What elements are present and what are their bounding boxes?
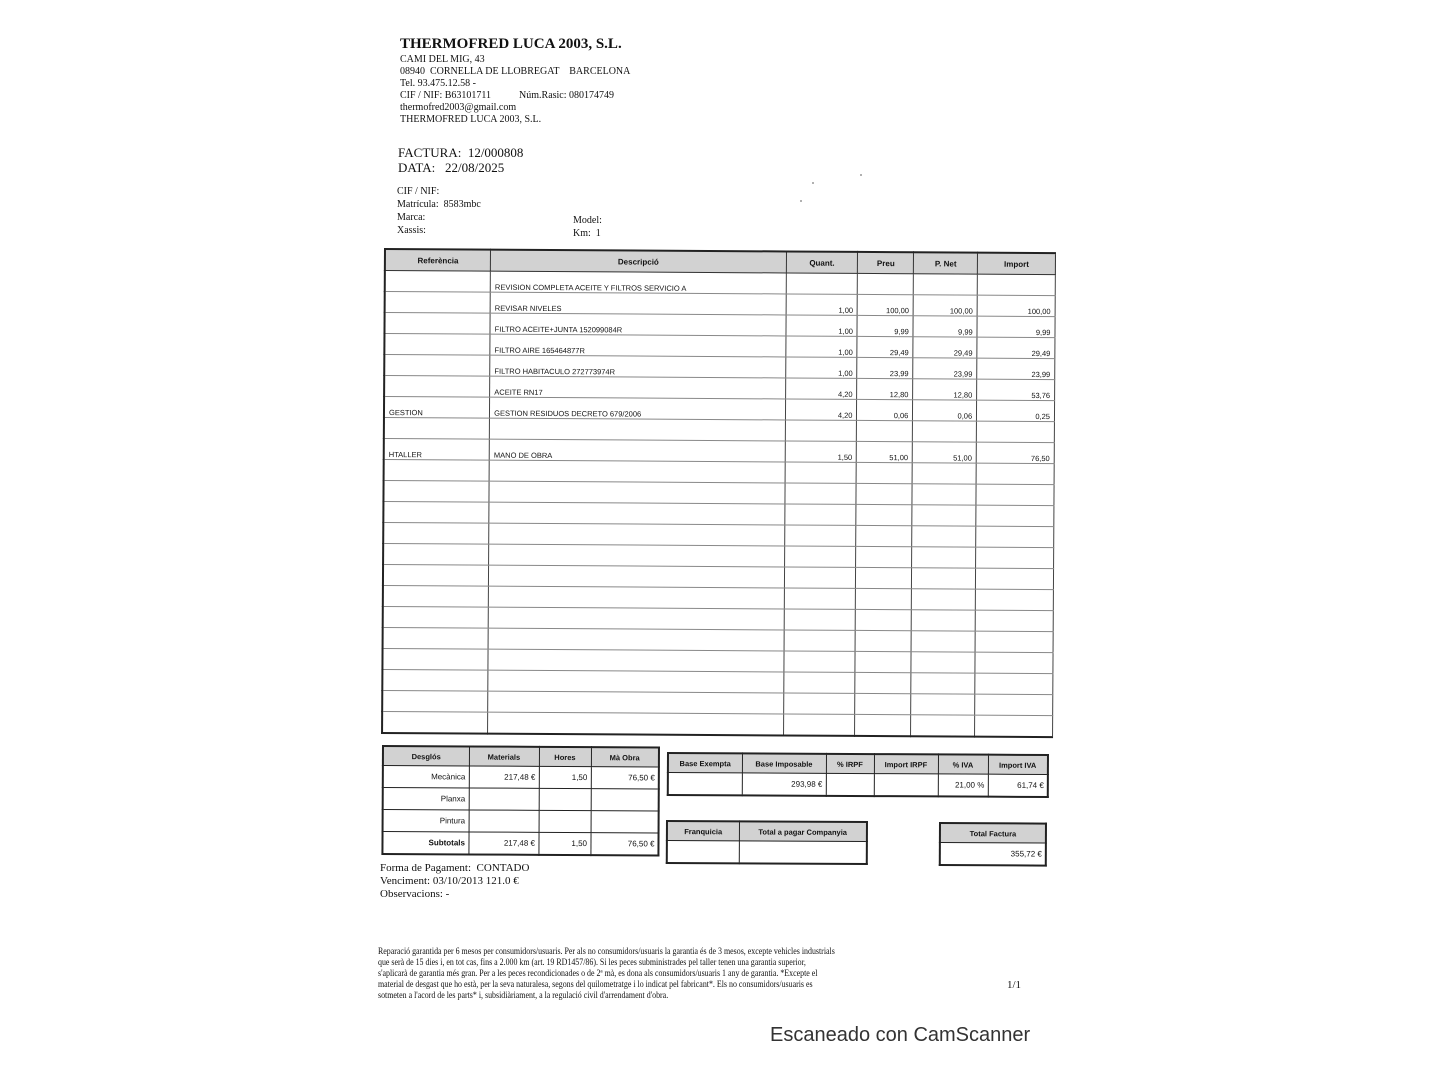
tax-iva-amount-value: 61,74 € [988,774,1048,797]
empty-cell [856,609,912,630]
empty-cell [912,547,976,568]
empty-cell [784,609,856,630]
empty-cell [856,630,912,651]
tax-table [667,752,1049,798]
empty-cell [784,567,856,588]
breakdown-label: Planxa [383,788,469,810]
franchise-value [667,841,739,864]
vehicle-plate: Matrícula: 8583mbc [397,199,481,210]
tax-irpf-amount-value [874,774,938,797]
item-price: 0,06 [857,399,913,420]
item-quantity: 1,00 [786,294,858,315]
tax-header-exempt: Base Exempta [668,753,742,773]
breakdown-hours: 1,50 [539,766,591,788]
item-quantity: 1,50 [785,441,857,462]
empty-cell [383,502,489,524]
header-quantity: Quant. [786,251,858,273]
empty-cell [784,630,856,651]
item-net-price: 9,99 [913,316,977,337]
empty-cell [911,673,975,694]
franchise-table [666,820,868,865]
breakdown-header-row [383,746,659,767]
company-cif: CIF / NIF: B63101711 [400,90,492,101]
item-reference [384,334,490,356]
empty-cell [912,484,976,505]
empty-cell [856,546,912,567]
company-city: 08940 CORNELLA DE LLOBREGAT BARCELONA [400,66,631,77]
invoice-number: FACTURA: 12/000808 [398,145,524,160]
item-amount: 76,50 [976,442,1054,463]
items-table [381,248,1056,738]
company-name: THERMOFRED LUCA 2003, S.L. [400,36,622,52]
item-price: 29,49 [857,336,913,357]
empty-cell [489,502,785,525]
breakdown-label: Subtotals [382,832,468,855]
empty-cell [382,690,488,712]
camscanner-watermark: Escaneado con CamScanner [770,1024,1031,1046]
vehicle-info [397,185,481,237]
empty-cell [784,651,856,672]
payment-info [380,862,529,901]
total-table [939,822,1047,867]
empty-table-row [382,711,1053,737]
empty-cell [488,628,784,651]
legal-line: Reparació garantida per 6 mesos per consumidors/usuaris. Per als no consumidors/usuaris la garantia és de 3 mesos, excepte vehicles industrials [378,946,835,956]
company-phone: Tel. 93.475.12.58 - [400,78,476,89]
breakdown-row [382,832,658,856]
vehicle-model-info [573,214,602,240]
item-net-price: 100,00 [913,295,977,316]
total-value: 355,72 € [940,843,1046,866]
empty-cell [489,565,785,588]
empty-cell [785,504,857,525]
item-amount [977,274,1055,295]
payment-method: Forma de Pagament: CONTADO [380,862,530,874]
empty-cell [856,588,912,609]
item-description: ACEITE RN17 [490,376,786,399]
tax-taxable-value: 293,98 € [742,773,826,796]
tax-header-irpf-pct: % IRPF [826,754,874,774]
empty-cell [976,568,1054,589]
empty-cell [855,651,911,672]
item-reference [384,418,490,440]
header-net-price: P. Net [914,252,978,274]
item-net-price: 0,06 [913,400,977,421]
empty-cell [488,670,784,693]
breakdown-hours [539,788,591,810]
empty-cell [489,544,785,567]
item-amount: 100,00 [977,295,1055,316]
item-description: REVISAR NIVELES [490,292,786,315]
item-reference: HTALLER [384,439,490,461]
tax-iva-pct-value: 21,00 % [938,774,988,797]
empty-cell [784,672,856,693]
breakdown-header-labour: Mà Obra [591,747,659,767]
empty-cell [856,483,912,504]
item-net-price: 23,99 [913,358,977,379]
breakdown-labour [591,811,659,833]
item-quantity: 1,00 [785,357,857,378]
empty-cell [911,631,975,652]
item-reference [385,271,491,293]
empty-cell [976,526,1054,547]
breakdown-labour: 76,50 € [591,767,659,789]
empty-cell [489,460,785,483]
tax-exempt-value [668,773,742,796]
vehicle-chassis: Xassis: [397,225,426,236]
breakdown-materials [469,788,539,810]
invoice-info [398,145,523,175]
empty-cell [912,526,976,547]
item-net-price: 51,00 [913,442,977,463]
item-price: 23,99 [857,357,913,378]
breakdown-materials: 217,48 € [469,766,539,788]
item-quantity [785,420,857,441]
vehicle-km: Km: 1 [573,228,601,239]
empty-cell [855,672,911,693]
legal-line: que serà de 15 dies i, en tot cas, fins a 2.000 km (art. 19 RD1457/86). Si les peces subministrades pel taller tenen una garantia superior, [378,957,806,967]
company-email: thermofred2003@gmail.com [400,102,517,113]
breakdown-labour [591,789,659,811]
empty-cell [489,481,785,504]
breakdown-row [383,810,659,833]
empty-cell [975,589,1053,610]
empty-cell [783,693,855,714]
tax-header-irpf-amount: Import IRPF [874,754,938,774]
empty-cell [976,505,1054,526]
total-header: Total Factura [940,823,1046,843]
breakdown-row [383,788,659,811]
breakdown-header-hours: Hores [539,747,591,767]
item-reference [384,313,490,335]
tax-values-row [668,773,1048,797]
breakdown-header-materials: Materials [469,746,539,766]
empty-cell [976,547,1054,568]
empty-cell [382,648,488,670]
company-address: CAMI DEL MIG, 43 [400,54,485,65]
tax-irpf-pct-value [826,773,874,796]
vehicle-brand: Marca: [397,212,426,223]
empty-cell [911,652,975,673]
item-net-price: 29,49 [913,337,977,358]
item-price [858,273,914,294]
empty-cell [488,607,784,630]
empty-cell [488,691,784,714]
tax-header-row [668,753,1048,774]
payment-due: Venciment: 03/10/2013 121.0 € [380,875,519,887]
empty-cell [911,715,975,737]
empty-cell [911,694,975,715]
header-description: Descripció [491,250,787,273]
empty-cell [384,460,490,482]
item-quantity: 1,00 [786,315,858,336]
item-description: FILTRO AIRE 165464877R [490,334,786,357]
breakdown-hours [539,810,591,832]
legal-line: s'aplicarà de garantia més gran. Per a les peces recondicionades o de 2ª mà, es dona als consumidors/usuaris 1 any de garantia. *Excepte el [378,968,818,978]
item-price [857,420,913,441]
empty-cell [975,673,1053,694]
item-price: 51,00 [857,441,913,462]
payment-observations: Observacions: - [380,888,450,900]
breakdown-labour: 76,50 € [590,833,658,856]
item-net-price [913,421,977,442]
empty-cell [975,631,1053,652]
empty-cell [855,693,911,714]
company-payment-value [739,841,867,864]
empty-cell [383,481,489,503]
item-amount: 9,99 [977,316,1055,337]
header-reference: Referència [385,249,491,271]
total-value-row [940,843,1046,866]
legal-line: material de desgast que ho està, per la seva naturalesa, segons del quilometratge i lo indicat pel fabricant*. Els no consumidors/usuaris es [378,979,813,989]
empty-cell [857,462,913,483]
empty-cell [383,523,489,545]
empty-cell [975,610,1053,631]
item-reference [385,292,491,314]
total-header-row [940,823,1046,843]
item-reference [384,376,490,398]
header-price: Preu [858,252,914,274]
item-amount: 0,25 [977,400,1055,421]
franchise-header-row [667,821,867,842]
empty-cell [976,484,1054,505]
item-net-price: 12,80 [913,379,977,400]
empty-cell [856,504,912,525]
empty-cell [912,589,976,610]
breakdown-label: Pintura [383,810,469,832]
breakdown-label: Mecànica [383,766,469,788]
item-quantity: 4,20 [785,378,857,399]
empty-cell [488,649,784,672]
tax-header-iva-amount: Import IVA [988,755,1048,775]
item-description: REVISION COMPLETA ACEITE Y FILTROS SERVICIO A [490,271,786,294]
vehicle-cif: CIF / NIF: [397,186,440,197]
item-amount: 53,76 [977,379,1055,400]
empty-cell [975,694,1053,715]
item-quantity [786,273,858,294]
empty-cell [856,567,912,588]
item-description [490,418,786,441]
item-amount [977,421,1055,442]
item-reference: GESTION [384,397,490,419]
item-price: 12,80 [857,378,913,399]
scan-speck [800,200,802,202]
empty-cell [488,712,784,735]
item-quantity: 1,00 [786,336,858,357]
empty-cell [785,483,857,504]
empty-cell [784,588,856,609]
legal-text [378,946,835,1001]
empty-cell [785,462,857,483]
breakdown-header-desglos: Desglós [383,746,469,766]
empty-cell [382,711,488,733]
scan-speck [860,174,862,176]
empty-cell [855,714,911,736]
vehicle-model: Model: [573,215,602,226]
item-reference [384,355,490,377]
empty-cell [784,546,856,567]
empty-cell [784,525,856,546]
invoice-date: DATA: 22/08/2025 [398,160,505,175]
empty-cell [856,525,912,546]
empty-cell [383,565,489,587]
empty-cell [912,463,976,484]
franchise-values-row [667,841,867,865]
empty-cell [975,715,1053,737]
empty-cell [976,463,1054,484]
franchise-header: Franquicia [667,821,739,841]
company-rasic: Núm.Rasic: 080174749 [519,90,615,101]
item-price: 100,00 [858,294,914,315]
empty-cell [912,568,976,589]
breakdown-materials: 217,48 € [468,832,538,855]
company-header [400,34,630,126]
empty-cell [783,714,855,736]
breakdown-materials [469,810,539,832]
item-description: FILTRO ACEITE+JUNTA 152099084R [490,313,786,336]
empty-cell [912,505,976,526]
company-name-2: THERMOFRED LUCA 2003, S.L. [400,114,542,125]
item-description: FILTRO HABITACULO 272773974R [490,355,786,378]
empty-cell [488,586,784,609]
empty-cell [383,627,489,649]
header-amount: Import [978,253,1056,275]
page-number: 1/1 [1007,979,1022,991]
item-net-price [914,274,978,295]
empty-cell [912,610,976,631]
empty-cell [383,606,489,628]
tax-header-taxable: Base Imposable [742,753,826,773]
empty-cell [489,523,785,546]
item-description: MANO DE OBRA [489,439,785,462]
scan-speck [812,182,814,184]
empty-cell [975,652,1053,673]
tax-header-iva-pct: % IVA [938,754,988,774]
empty-cell [382,669,488,691]
item-amount: 23,99 [977,358,1055,379]
company-payment-header: Total a pagar Companyia [739,821,867,841]
breakdown-hours: 1,50 [538,832,590,855]
legal-line: sotmeten a l'acord de les parts* i, subsidiàriament, a la regulació civil d'arrendament d'obra. [378,990,669,1000]
breakdown-table [381,745,660,856]
empty-cell [383,544,489,566]
empty-cell [383,585,489,607]
breakdown-row [383,766,659,789]
item-price: 9,99 [857,315,913,336]
item-amount: 29,49 [977,337,1055,358]
item-quantity: 4,20 [785,399,857,420]
item-description: GESTION RESIDUOS DECRETO 679/2006 [490,397,786,420]
